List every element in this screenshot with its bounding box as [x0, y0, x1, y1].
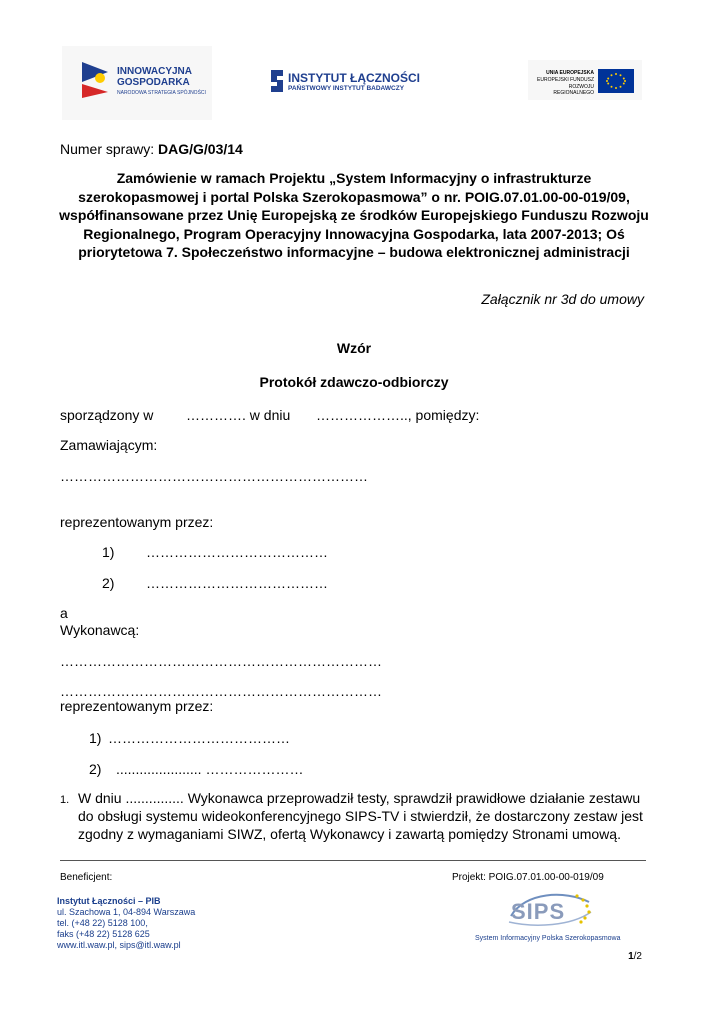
contractor-label: Wykonawcą: [60, 622, 140, 638]
itl-icon [268, 68, 286, 94]
rep2-field[interactable]: ………………………………… [146, 575, 328, 591]
logo-center-line2: PAŃSTWOWY INSTYTUT BADAWCZY [288, 85, 405, 92]
rep1-number: 1) [102, 544, 115, 560]
footer-rule [60, 860, 646, 861]
place-field[interactable]: …………. w dniu [186, 407, 291, 423]
rep2-number: 2) [102, 575, 115, 591]
innovative-economy-logo [62, 46, 212, 120]
contractor-field-1[interactable]: …………………………………………………………… [60, 653, 382, 669]
sips-caption: System Informacyjny Polska Szerokopasmowa [475, 935, 621, 942]
logo-left-line3: NARODOWA STRATEGIA SPÓJNOŚCI [117, 90, 206, 96]
eu-flag-icon [598, 69, 634, 93]
itl-logo [262, 62, 440, 102]
and-word: a [60, 605, 68, 621]
org-fax: faks (+48 22) 5128 625 [57, 929, 150, 939]
rep1-field[interactable]: ………………………………… [146, 544, 328, 560]
logo-right-line1: UNIA EUROPEJSKA [546, 70, 594, 76]
innovative-economy-icon [80, 58, 114, 100]
rep3-field[interactable]: ………………………………… [108, 730, 290, 746]
org-web[interactable]: www.itl.waw.pl, sips@itl.waw.pl [57, 940, 181, 950]
org-address: ul. Szachowa 1, 04-894 Warszawa [57, 907, 196, 917]
ordering-party-field[interactable]: ………………………………………………………… [60, 468, 368, 484]
page-number [628, 951, 642, 963]
rep4-number: 2) [89, 761, 102, 777]
case-number: DAG/G/03/14 [158, 141, 243, 157]
annex-reference: Załącznik nr 3d do umowy [481, 291, 644, 307]
represented-by-label-2: reprezentowanym przez: [60, 698, 214, 714]
case-number-line [60, 140, 243, 158]
case-number-label: Numer sprawy: [60, 141, 159, 157]
page-total: /2 [633, 951, 642, 962]
represented-by-label-1: reprezentowanym przez: [60, 514, 214, 530]
template-title: Wzór [336, 340, 372, 356]
logo-right-line3: ROZWOJU REGIONALNEGO [553, 84, 594, 96]
logo-left-line2: GOSPODARKA [117, 77, 190, 88]
date-field[interactable]: ……………….., pomiędzy: [316, 407, 480, 423]
drawn-up-in-label: sporządzony w [60, 407, 154, 423]
order-description: Zamówienie w ramach Projektu „System Informacyjny o infrastrukturze szerokopasmowej i portal Polska Szerokopasmowa” o nr. POIG.07.01.00-00-019/09, współfinansowane przez Unię Europejską ze środków Europejskiego Funduszu Rozwoju Regionalnego, Program Operacyjny Innowacyjna Gospodarka, lata 2007-2013; Oś priorytetowa 7. Społeczeństwo informacyjne – budowa elektronicznej administracji [59, 170, 649, 260]
contractor-field-2[interactable]: …………………………………………………………… [60, 683, 382, 699]
project-number: Projekt: POIG.07.01.00-00-019/09 [452, 872, 604, 883]
org-tel: tel. (+48 22) 5128 100, [57, 918, 148, 928]
protocol-title: Protokół zdawczo-odbiorczy [259, 374, 449, 390]
rep4-field[interactable]: ...................... ………………… [116, 761, 304, 777]
org-name: Instytut Łączności – PIB [57, 896, 161, 906]
logo-right-line2: EUROPEJSKI FUNDUSZ [537, 77, 594, 83]
item-text: W dniu ............... Wykonawca przeprowadził testy, sprawdził prawidłowe działanie zestawu do obsługi systemu wideokonferencyjnego SIPS-TV i stwierdził, że dostarczony zestaw jest zgodny z wymaganiami SIWZ, ofertą Wykonawcy i zawartą pomiędzy Stronami umową. [78, 790, 643, 842]
page-current: 1 [628, 951, 634, 962]
rep3-number: 1) [89, 730, 102, 746]
ordering-party-label: Zamawiającym: [60, 437, 158, 453]
logo-center-line1: INSTYTUT ŁĄCZNOŚCI [288, 71, 420, 85]
beneficiary-label: Beneficjent: [60, 872, 113, 883]
item-number: 1. [60, 794, 70, 806]
logo-left-line1: INNOWACYJNA [117, 66, 193, 77]
sips-logo [505, 888, 595, 934]
eu-logo [528, 60, 642, 100]
sips-logo-text: SIPS [511, 899, 566, 924]
